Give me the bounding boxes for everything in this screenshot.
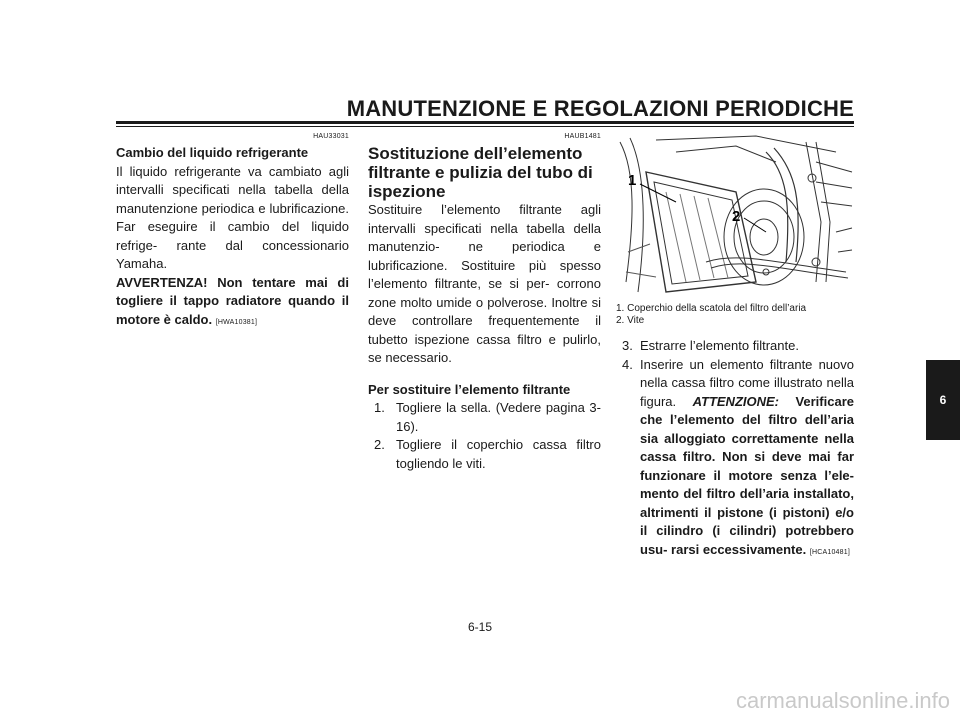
coolant-heading: Cambio del liquido refrigerante <box>116 145 309 160</box>
warning-code: [HWA10381] <box>215 318 258 326</box>
callout-1: 1 <box>628 172 637 189</box>
callout-2: 2 <box>732 208 741 225</box>
procedure-steps-continued <box>616 337 854 562</box>
step-number: 2. <box>374 437 385 452</box>
step-text: Togliere la sella. (Vedere pagina 3-16). <box>396 400 601 434</box>
chapter-tab <box>926 360 960 440</box>
air-filter-heading: Sostituzione dell’elemento filtrante e pulizia del tubo di ispezione <box>368 144 593 201</box>
page-number: 6-15 <box>467 620 493 634</box>
reference-code: HAU33031 <box>313 133 349 140</box>
watermark: carmanualsonline.info <box>735 688 950 713</box>
chapter-number: 6 <box>939 393 947 407</box>
step-number: 3. <box>622 338 633 353</box>
step-item <box>368 399 601 436</box>
figure-captions <box>616 303 854 327</box>
step-item <box>616 337 854 356</box>
step-text: Inserire un elemento filtrante nuovo nella cassa filtro come illustrato nella figura. <box>640 356 854 409</box>
attention-text: Verificare che l’elemento del filtro dell’aria sia alloggiato correttamente nella cassa filtro. Non si deve mai far funzionare il motore senza l’ele- mento del filtro dell’aria installato, altrimenti il pistone (i pistoni) e/o il cilindro (i cilindri) potrebbero usu- rarsi eccessivamente. <box>640 393 854 557</box>
section-title: MANUTENZIONE E REGOLAZIONI PERIODICHE <box>346 96 854 121</box>
air-filter-paragraph: Sostituire l’elemento filtrante agli intervalli specificati nella tabella della manutenzio- ne periodica e lubrificazione. Sostituire più spesso l’elemento filtrante, se si per- corrono zone molto umide o polverose. Inoltre si deve controllare frequentemente il tubetto ispezione cassa filtro e pulirlo, se necessario. <box>368 202 601 365</box>
reference-code: HAUB1481 <box>564 133 601 140</box>
step-number: 4. <box>622 356 633 372</box>
procedure-heading: Per sostituire l’elemento filtrante <box>368 381 571 397</box>
column-air-filter <box>368 132 601 473</box>
coolant-paragraph: Il liquido refrigerante va cambiato agli intervalli specificati nella tabella della manutenzione periodica e lubrificazione. Far eseguire il cambio del liquido refrige- rante dal concessionario Yamaha. <box>116 163 349 271</box>
header-rule-thick <box>116 121 854 124</box>
attention-code: [HCA10481] <box>809 548 850 556</box>
column-coolant <box>116 132 349 332</box>
column-figure-steps <box>616 132 854 562</box>
warning-text: AVVERTENZA! Non tentare mai di togliere il tappo radiatore quando il motore è caldo. <box>116 274 349 327</box>
coolant-warning <box>116 274 349 333</box>
attention-label: ATTENZIONE: <box>692 393 779 409</box>
step-number: 1. <box>374 400 385 415</box>
header-rule-thin <box>116 126 854 127</box>
step-item <box>368 436 601 473</box>
step-text: Estrarre l’elemento filtrante. <box>640 338 799 353</box>
caption-item: 1. Coperchio della scatola del filtro dell’aria <box>616 303 807 314</box>
step-item <box>616 356 854 563</box>
procedure-steps <box>368 399 601 473</box>
air-filter-illustration <box>616 132 854 298</box>
caption-item: 2. Vite <box>616 315 645 326</box>
step-text: Togliere il coperchio cassa filtro togliendo le viti. <box>396 437 601 471</box>
